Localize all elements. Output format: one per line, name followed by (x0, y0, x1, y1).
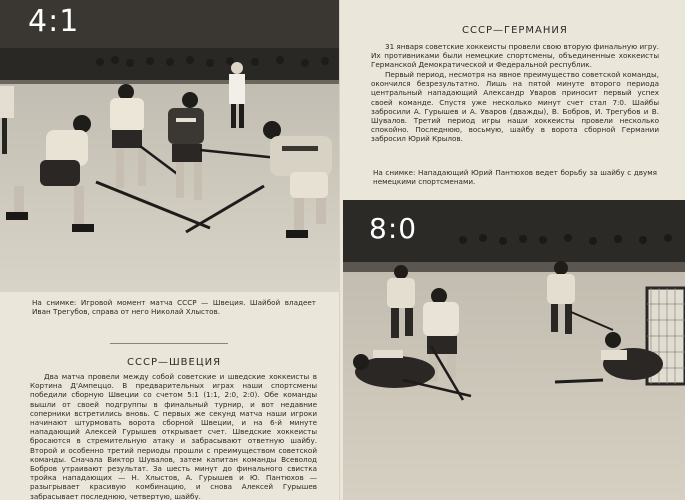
left-page (0, 0, 341, 500)
article-para-1-germany: 31 января советские хоккеисты провели свою вторую финальную игру. Их противниками были немецкие спортсмены, объединенные хоккеисты Германской Демократической и Федеральной республик. (371, 42, 659, 70)
score-germany: 8:0 (369, 212, 418, 245)
hockey-photo-sweden (0, 0, 341, 292)
section-title-sweden: СССР—ШВЕЦИЯ (127, 357, 222, 368)
photo-caption-sweden: На снимке: Игровой момент матча СССР — Швеция. Шайбой владеет Иван Трегубов, справа от него Николай Хлыстов. (32, 298, 316, 316)
hockey-photo-germany (343, 200, 685, 500)
right-page (341, 0, 685, 500)
section-title-germany: СССР—ГЕРМАНИЯ (462, 25, 568, 36)
article-body-sweden: Два матча провели между собой советские и шведские хоккеисты в Кортина Д'Ампеццо. В предварительных играх наши спортсмены победили сборную Швеции со счетом 5:1 (1:1, 2:0, 2:0). Обе команды вышли от своей подгруппы в финальный турнир, и вот недавние соперники встретились вновь. С первых же секунд матча наши игроки начинают штурмовать ворота сборной Швеции, и на 6-й минуте нападающий Алексей Гурышев открывает счет. Шведские хоккеисты бросаются в стремительную атаку и забрасывают ответную шайбу. Второй и особенно третий периоды прошли с преимуществом советской команды. Сначала Виктор Шувалов, затем капитан команды Всеволод Бобров утраивают результат. За шесть минут до финального свистка тройка нападающих — Н. Хлыстов, А. Гурышев и Ю. Пантюхов — разыгрывает красивую комбинацию, и снова Алексей Гурышев забрасывает последнюю, четвертую, шайбу. (30, 372, 317, 500)
article-para-2-germany: Первый период, несмотря на явное преимущество советской команды, окончился безрезультатно. Лишь на пятой минуте второго периода центральный нападающий Александр Уваров приносит первый успех своей команде. Спустя уже несколько минут счет стал 7:0. Шайбы забросили А. Гурышев и А. Уваров (дважды), В. Бобров, И. Трегубов и В. Шувалов. Третий период игры наши хоккеисты провели несколько спокойно. Последнюю, восьмую, шайбу в ворота сборной Германии забросил Юрий Крылов. (371, 70, 659, 144)
photo-caption-germany: На снимке: Нападающий Юрий Пантюхов ведет борьбу за шайбу с двумя немецкими спортсменами. (373, 168, 657, 186)
score-sweden: 4:1 (28, 4, 80, 39)
title-rule-left (110, 343, 228, 344)
